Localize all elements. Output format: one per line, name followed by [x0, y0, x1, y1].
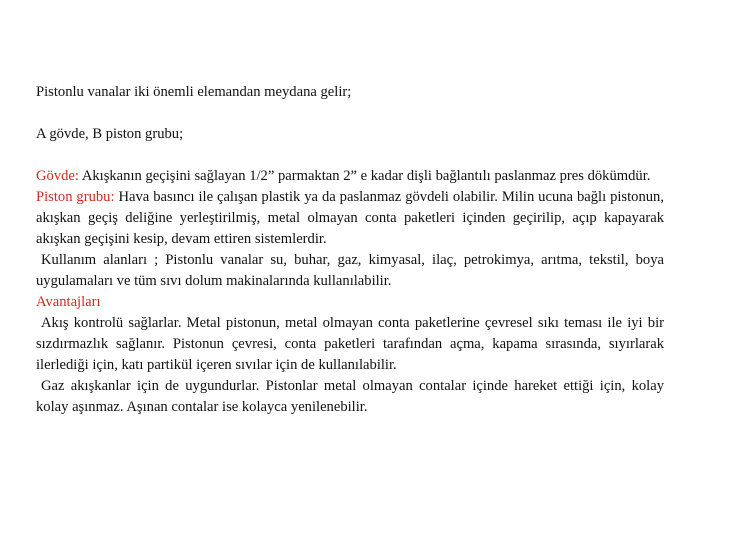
document-body	[36, 82, 664, 418]
piston-grubu-text: Hava basıncı ile çalışan plastik ya da paslanmaz gövdeli olabilir. Milin ucuna bağlı pistonun, akışkan geçiş deliğine yerleştirilmiş, metal olmayan conta paketleri içinden geçirilip, açıp kapayarak akışkan geçişini kesip, devam ettiren sistemlerdir.	[36, 189, 664, 247]
paragraph-gap	[36, 103, 664, 124]
kullanim-paragraph: Kullanım alanları ; Pistonlu vanalar su, buhar, gaz, kimyasal, ilaç, petrokimya, arıtma, tekstil, boya uygulamaları ve tüm sıvı dolum makinalarında kullanılabilir.	[36, 252, 664, 289]
avantajlari-heading: Avantajları	[36, 294, 101, 310]
parts-line: A gövde, B piston grubu;	[36, 126, 184, 142]
govde-text: Akışkanın geçişini sağlayan 1/2” parmaktan 2” e kadar dişli bağlantılı paslanmaz pres dökümdür.	[81, 168, 651, 184]
paragraph-gap	[36, 145, 664, 166]
piston-grubu-paragraph	[36, 187, 664, 250]
avantaj-paragraph-1: Akış kontrolü sağlarlar. Metal pistonun, metal olmayan conta paketlerine çevresel sıkı teması ile iyi bir sızdırmazlık sağlanır. Pistonun çevresi, conta paketleri tarafından açma, kapama sırasında, sıyırlarak ilerlediği için, katı partikül içeren sıvılar için de kullanılabilir.	[36, 315, 664, 373]
avantaj-paragraph-2: Gaz akışkanlar için de uygundurlar. Pistonlar metal olmayan contalar içinde hareket ettiği için, kolay kolay aşınmaz. Aşınan contalar ise kolayca yenilenebilir.	[36, 378, 664, 415]
govde-label: Gövde:	[36, 168, 79, 184]
intro-line: Pistonlu vanalar iki önemli elemandan meydana gelir;	[36, 84, 352, 100]
govde-paragraph	[36, 166, 664, 187]
piston-grubu-label: Piston grubu:	[36, 189, 115, 205]
